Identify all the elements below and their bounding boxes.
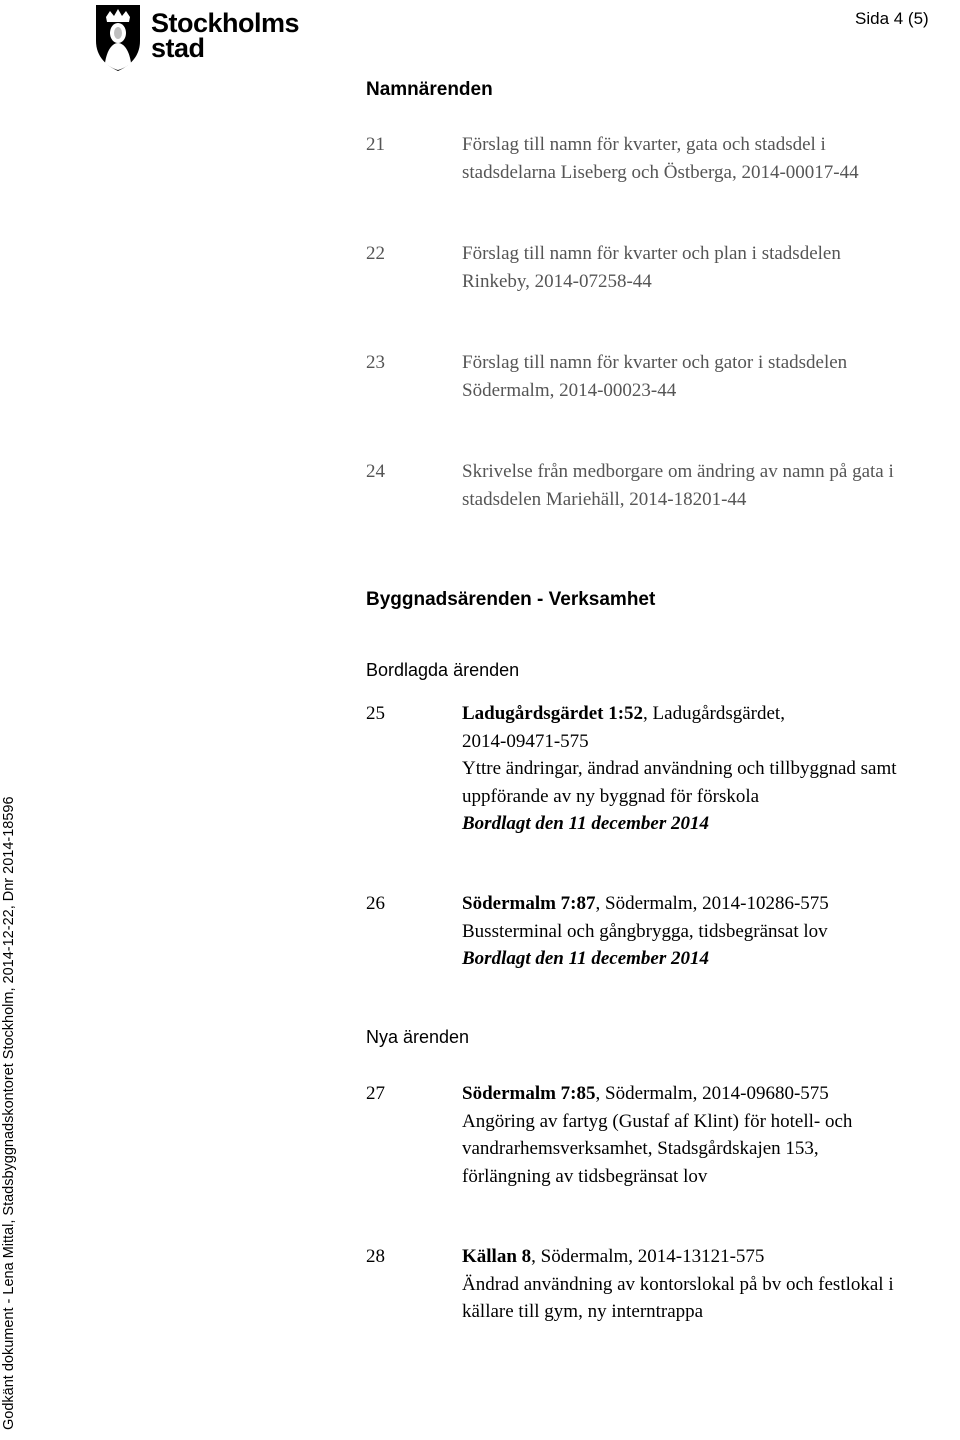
page-number: Sida 4 (5) [855, 9, 929, 28]
item-text-line: Södermalm, 2014-00023-44 [462, 379, 677, 401]
logo-wordmark-line1: Stockholms [151, 8, 300, 38]
item-number: 21 [366, 134, 385, 155]
item-text-line: uppförande av ny byggnad för förskola [462, 785, 760, 807]
item-text-line: stadsdelen Mariehäll, 2014-18201-44 [462, 488, 747, 510]
item-title: Södermalm 7:87 [462, 893, 596, 914]
approval-stamp: Godkänt dokument - Lena Mittal, Stadsbyggnadskontoret Stockholm, 2014-12-22, Dnr 2014-18596 [1, 796, 17, 1430]
item-text-line: Förslag till namn för kvarter och gator i stadsdelen [462, 352, 848, 373]
item-text-line: förlängning av tidsbegränsat lov [462, 1165, 708, 1187]
item-text-line: Förslag till namn för kvarter och plan i stadsdelen [462, 243, 841, 264]
item-title-rest: , Södermalm, 2014-09680-575 [595, 1083, 829, 1104]
item-number: 23 [366, 352, 385, 373]
item-number: 28 [366, 1246, 385, 1267]
list-item [366, 131, 960, 191]
item-text-line: Skrivelse från medborgare om ändring av namn på gata i [462, 461, 894, 482]
item-text-line: Yttre ändringar, ändrad användning och tillbyggnad samt [462, 758, 897, 779]
item-title-rest: , Södermalm, 2014-10286-575 [595, 893, 829, 914]
item-text-line: Förslag till namn för kvarter, gata och stadsdel i [462, 134, 826, 155]
list-item [366, 349, 960, 409]
stockholm-crest-icon [93, 3, 143, 73]
item-text-line: Ändrad användning av kontorslokal på bv och festlokal i [462, 1273, 894, 1295]
subheading-bordlagda: Bordlagda ärenden [366, 660, 520, 680]
item-title: Södermalm 7:85 [462, 1083, 596, 1104]
logo-wordmark-line2: stad [151, 33, 205, 63]
list-item [366, 890, 960, 980]
logo [93, 3, 313, 73]
item-number: 25 [366, 703, 385, 724]
list-item [366, 240, 960, 300]
item-note: Bordlagt den 11 december 2014 [462, 813, 709, 834]
item-text-line: Bussterminal och gångbrygga, tidsbegränsat lov [462, 920, 828, 942]
section-heading-namnarenden: Namnärenden [366, 79, 493, 100]
item-text-line: 2014-09471-575 [462, 730, 589, 752]
item-number: 27 [366, 1083, 385, 1104]
item-title: Källan 8 [462, 1246, 532, 1267]
item-text-line: vandrarhemsverksamhet, Stadsgårdskajen 153, [462, 1138, 819, 1159]
section-heading-byggnadsarenden: Byggnadsärenden - Verksamhet [366, 589, 656, 610]
item-number: 22 [366, 243, 385, 264]
list-item [366, 700, 960, 840]
list-item [366, 1080, 960, 1195]
list-item [366, 458, 960, 518]
item-text-line: stadsdelarna Liseberg och Östberga, 2014-00017-44 [462, 161, 859, 183]
item-number: 26 [366, 893, 385, 914]
item-title: Ladugårdsgärdet 1:52 [462, 703, 644, 724]
subheading-nya: Nya ärenden [366, 1027, 470, 1047]
list-item [366, 1243, 960, 1333]
item-text-line: Rinkeby, 2014-07258-44 [462, 270, 652, 292]
item-number: 24 [366, 461, 385, 482]
item-note: Bordlagt den 11 december 2014 [462, 948, 709, 969]
item-text-line: Angöring av fartyg (Gustaf af Klint) för hotell- och [462, 1110, 853, 1132]
item-text-line: källare till gym, ny interntrappa [462, 1301, 704, 1322]
item-title-rest: , Södermalm, 2014-13121-575 [531, 1246, 765, 1267]
item-title-rest: , Ladugårdsgärdet, [643, 703, 785, 724]
